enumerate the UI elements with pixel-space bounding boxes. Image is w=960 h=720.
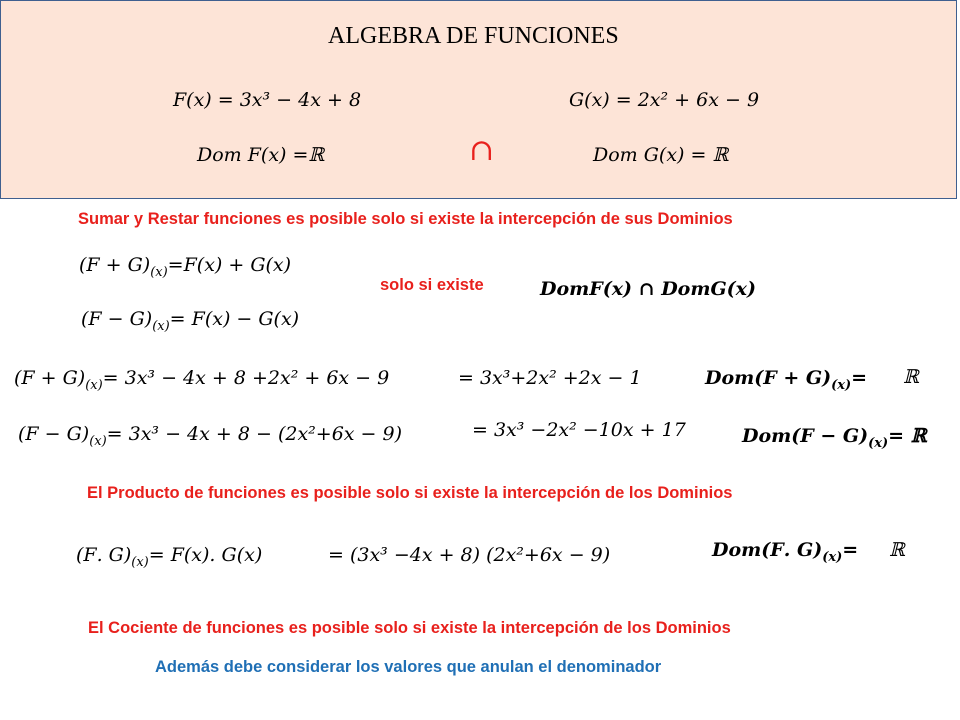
quotient-note: Además debe considerar los valores que anulan el denominador — [155, 658, 662, 676]
sum-calculation-subscript: (𝑥) — [85, 378, 103, 393]
sum-calculation — [14, 367, 389, 393]
difference-calculation-subscript: (𝑥) — [89, 434, 107, 449]
difference-definition-rhs: = 𝐹(𝑥) − 𝐺(𝑥) — [169, 308, 300, 330]
sum-domain — [705, 367, 867, 393]
product-heading: El Producto de funciones es posible solo si existe la intercepción de los Dominios — [87, 484, 733, 502]
product-definition-lhs: (𝐹. 𝐺) — [76, 544, 132, 566]
product-domain-equals: = — [842, 539, 859, 561]
product-expansion: = (3𝑥³ −4𝑥 + 8) (2𝑥²+6𝑥 − 9) — [328, 544, 611, 566]
difference-calculation-lhs: (𝐹 − 𝐺) — [18, 423, 90, 445]
product-domain-lhs: 𝑫𝒐𝒎(𝑭. 𝑮) — [712, 539, 823, 561]
product-definition-rhs: = 𝐹(𝑥). 𝐺(𝑥) — [148, 544, 263, 566]
sum-definition-subscript: (𝑥) — [150, 265, 168, 280]
page-title: ALGEBRA DE FUNCIONES — [328, 23, 619, 49]
sum-calculation-lhs: (𝐹 + 𝐺) — [14, 367, 86, 389]
quotient-heading: El Cociente de funciones es posible solo si existe la intercepción de los Dominios — [88, 619, 731, 637]
sum-domain-lhs: 𝑫𝒐𝒎(𝑭 + 𝑮) — [705, 367, 832, 389]
condition-expression: 𝑫𝒐𝒎𝑭(𝒙) ∩ 𝑫𝒐𝒎𝑮(𝒙) — [540, 278, 756, 300]
difference-definition-lhs: (𝐹 − 𝐺) — [81, 308, 153, 330]
sum-domain-subscript: (𝒙) — [831, 378, 852, 393]
condition-label: solo si existe — [380, 276, 484, 294]
product-definition-subscript: (𝑥) — [131, 555, 149, 570]
sum-difference-heading: Sumar y Restar funciones es posible solo si existe la intercepción de sus Dominios — [78, 210, 733, 228]
product-domain-value: ℝ — [889, 539, 905, 561]
difference-domain-value: = ℝ — [888, 425, 927, 447]
product-domain-subscript: (𝒙) — [822, 550, 843, 565]
sum-definition-rhs: =𝐹(𝑥) + 𝐺(𝑥) — [167, 254, 292, 276]
product-domain — [712, 539, 858, 565]
sum-definition — [79, 254, 291, 280]
difference-calculation-result: = 3𝑥³ −2𝑥² −10𝑥 + 17 — [472, 419, 686, 441]
function-f-definition: 𝐹(𝑥) = 3𝑥³ − 4𝑥 + 8 — [173, 89, 362, 111]
product-definition — [76, 544, 262, 570]
difference-definition-subscript: (𝑥) — [152, 319, 170, 334]
domain-g: 𝐷𝑜𝑚 𝐺(𝑥) = ℝ — [593, 144, 729, 166]
difference-calculation — [18, 423, 402, 449]
sum-domain-equals: = — [851, 367, 868, 389]
difference-definition — [81, 308, 299, 334]
sum-domain-value: ℝ — [903, 366, 919, 388]
domain-f: 𝐷𝑜𝑚 𝐹(𝑥) =ℝ — [197, 144, 325, 166]
difference-domain-subscript: (𝒙) — [868, 436, 889, 451]
header-box — [0, 0, 957, 199]
sum-definition-lhs: (𝐹 + 𝐺) — [79, 254, 151, 276]
difference-domain — [742, 425, 927, 451]
function-g-definition: 𝐺(𝑥) = 2𝑥² + 6𝑥 − 9 — [569, 89, 760, 111]
difference-domain-lhs: 𝑫𝒐𝒎(𝑭 − 𝑮) — [742, 425, 869, 447]
sum-calculation-result: = 3𝑥³+2𝑥² +2𝑥 − 1 — [458, 367, 642, 389]
sum-calculation-expansion: = 3𝑥³ − 4𝑥 + 8 +2𝑥² + 6𝑥 − 9 — [102, 367, 390, 389]
intersection-symbol: ∩ — [469, 133, 495, 168]
difference-calculation-expansion: = 3𝑥³ − 4𝑥 + 8 − (2𝑥²+6𝑥 − 9) — [106, 423, 402, 445]
